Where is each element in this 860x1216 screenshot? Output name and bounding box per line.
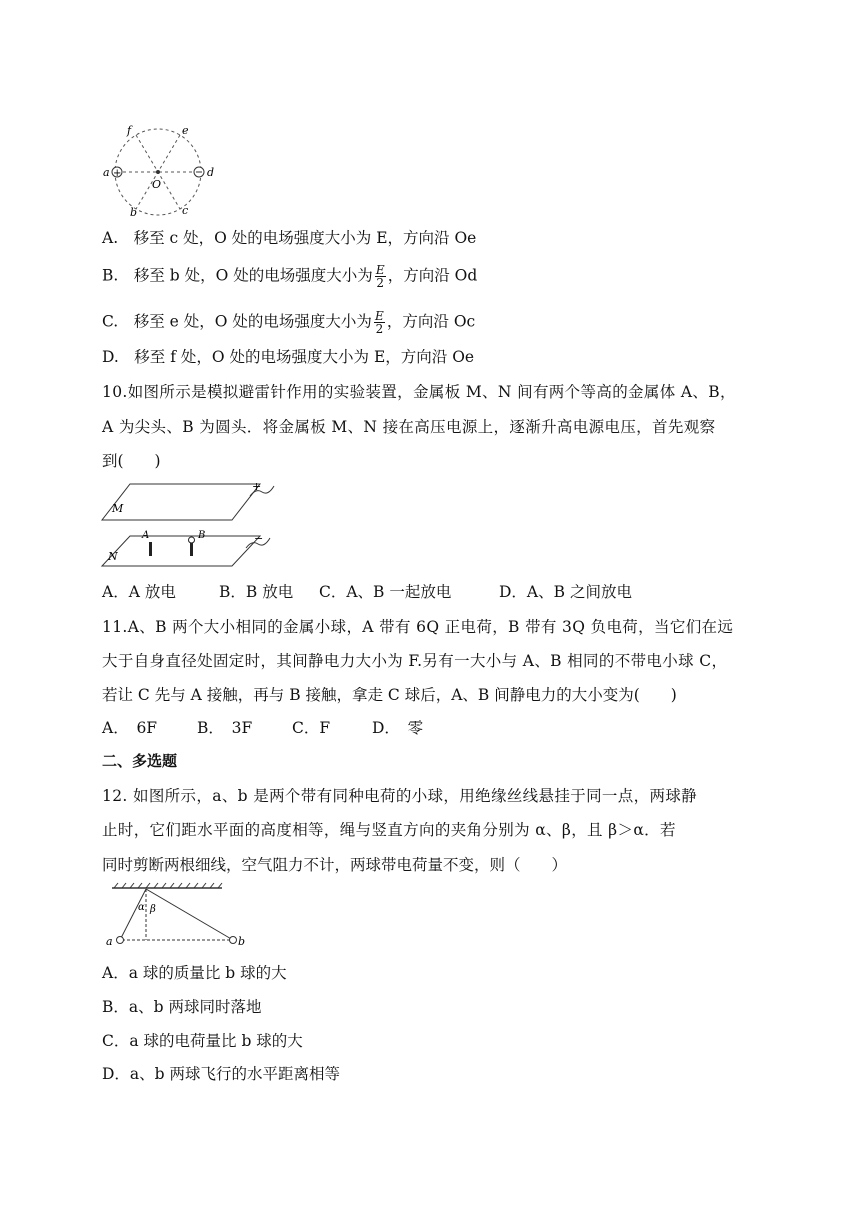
fraction-e-over-2 xyxy=(374,310,385,335)
label-f: f xyxy=(127,124,132,137)
plus-terminal: + xyxy=(252,480,262,493)
frac-num: E xyxy=(375,263,385,277)
q11-option-d: D． 零 xyxy=(372,719,424,737)
label-c: c xyxy=(182,204,189,217)
q9-option-c-text: C. 移至 e 处，O 处的电场强度大小为 xyxy=(102,312,372,331)
q10-stem-line1: 10.如图所示是模拟避雷针作用的实验装置，金属板 M、N 间有两个等高的金属体 A、B， xyxy=(102,383,736,401)
q11-option-a: A． 6F xyxy=(102,719,158,737)
label-alpha: α xyxy=(138,902,145,913)
q9-option-a: A. 移至 c 处，O 处的电场强度大小为 E，方向沿 Oe xyxy=(102,229,477,247)
q12-option-c: C．a 球的电荷量比 b 球的大 xyxy=(102,1032,303,1050)
q10-option-a: A．A 放电 xyxy=(102,583,176,601)
label-A: A xyxy=(142,530,150,541)
q9-option-d: D. 移至 f 处，O 处的电场强度大小为 E，方向沿 Oe xyxy=(102,348,475,366)
label-b: b xyxy=(238,935,246,948)
q11-options xyxy=(102,718,423,738)
q10-options xyxy=(102,582,632,602)
label-M: M xyxy=(112,502,124,515)
q10-stem-line2: A 为尖头、B 为圆头．将金属板 M、N 接在高压电源上，逐渐升高电源电压，首先观察 xyxy=(102,418,716,436)
q10-option-d: D．A、B 之间放电 xyxy=(499,583,632,601)
frac-den: 2 xyxy=(375,322,384,336)
label-e: e xyxy=(182,124,189,137)
label-N: N xyxy=(108,550,118,563)
label-B: B xyxy=(198,530,206,541)
q12-option-d: D．a、b 两球飞行的水平距离相等 xyxy=(102,1065,341,1083)
q11-option-b: B． 3F xyxy=(197,719,253,737)
q10-option-c: C．A、B 一起放电 xyxy=(319,583,452,601)
minus-terminal: − xyxy=(254,532,264,545)
frac-den: 2 xyxy=(376,276,385,290)
q9-option-b-direction: ，方向沿 Od xyxy=(387,266,478,285)
label-a: a xyxy=(106,935,113,948)
q12-option-a: A．a 球的质量比 b 球的大 xyxy=(102,964,287,982)
q12-pendulum-figure xyxy=(100,882,250,948)
string-a xyxy=(120,889,146,940)
q12-stem-line3: 同时剪断两根细线，空气阻力不计，两球带电荷量不变，则（ ） xyxy=(102,856,568,874)
label-d: d xyxy=(207,166,215,179)
section-title: 二、多选题 xyxy=(102,752,178,770)
label-a: a xyxy=(103,166,110,179)
q10-plates-figure xyxy=(100,478,275,568)
fraction-e-over-2 xyxy=(375,264,386,289)
q11-stem-line1: 11.A、B 两个大小相同的金属小球，A 带有 6Q 正电荷，B 带有 3Q 负电荷，当它们在远 xyxy=(102,618,734,636)
pointed-rod-A xyxy=(149,542,152,556)
plate-N xyxy=(102,536,260,566)
label-b: b xyxy=(130,206,138,218)
q12-stem-line1: 12. 如图所示，a、b 是两个带有同种电荷的小球，用绝缘丝线悬挂于同一点，两球静 xyxy=(102,787,698,805)
ball-a xyxy=(117,937,124,944)
q10-stem-line3: 到( ) xyxy=(102,452,161,470)
q12-stem-line2: 止时，它们距水平面的高度相等，绳与竖直方向的夹角分别为 α、β，且 β＞α．若 xyxy=(102,821,676,839)
plus-sign: + xyxy=(113,168,122,179)
ball-b xyxy=(230,937,237,944)
q9-option-b-text: B. 移至 b 处，O 处的电场强度大小为 xyxy=(102,266,373,285)
label-beta: β xyxy=(150,904,156,915)
frac-num: E xyxy=(375,309,384,323)
label-O: O xyxy=(152,178,162,191)
q12-option-b: B．a、b 两球同时落地 xyxy=(102,998,262,1016)
q9-option-b xyxy=(102,264,477,289)
q11-option-c: C．F xyxy=(292,719,331,737)
q11-stem-line2: 大于自身直径处固定时，其间静电力大小为 F.另有一大小与 A、B 相同的不带电小球 C， xyxy=(102,652,728,670)
round-head-B xyxy=(189,537,195,543)
q10-option-b: B．B 放电 xyxy=(219,583,294,601)
round-rod-B xyxy=(190,542,193,556)
plate-M xyxy=(102,484,260,520)
q11-stem-line3: 若让 C 先与 A 接触，再与 B 接触，拿走 C 球后，A、B 间静电力的大小变为( ) xyxy=(102,686,677,704)
q9-hexagon-figure xyxy=(100,122,220,218)
q9-option-c-direction: ，方向沿 Oc xyxy=(386,312,476,331)
center-point xyxy=(156,170,160,174)
string-b xyxy=(146,889,233,940)
q9-option-c xyxy=(102,310,475,335)
